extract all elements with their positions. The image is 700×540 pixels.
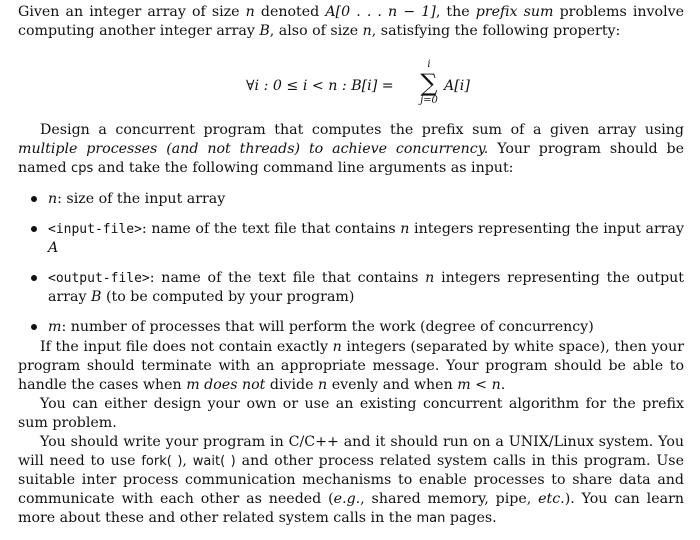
intro-text: Given an integer array of size <box>18 4 246 20</box>
summation <box>416 59 442 106</box>
list-item <box>18 190 684 209</box>
paragraph-text: You should write your program in C/C++ and it should run on a UNIX/Linux system. You will need to use <box>18 434 684 469</box>
math-n: n <box>245 4 255 20</box>
emphasis-does-not: does not <box>199 377 266 393</box>
emphasis-eg: e.g. <box>333 491 361 507</box>
design-text: Your program should be named <box>18 141 684 176</box>
math-a: A <box>48 240 59 256</box>
math-n: n <box>332 339 342 355</box>
arg-output-file: <output-file> <box>48 271 150 286</box>
bullet-icon <box>31 196 37 202</box>
bullet-icon <box>31 324 37 330</box>
paragraph-text: ). You can learn more about these and other related system calls in the <box>18 491 684 526</box>
math-n: n <box>400 221 410 237</box>
program-name: cps <box>71 161 94 176</box>
paragraph-text: You can either design your own or use an existing concurrent algorithm for the prefix sum problem. <box>18 396 684 431</box>
paragraph-text: , shared memory, pipe, <box>360 491 539 507</box>
arg-description: : name of the text file that contains <box>141 221 401 237</box>
math-m-less-than-n: m < n <box>457 377 501 393</box>
math-array-a: A[0 . . . n − 1] <box>325 4 436 20</box>
syscall-fork: fork( ) <box>141 454 183 469</box>
intro-text: problems involve computing another integer array <box>18 4 685 39</box>
sigma-symbol: ∑ <box>420 69 438 97</box>
list-item <box>18 220 684 258</box>
emphasis-prefix-sum: prefix sum <box>475 4 554 20</box>
arg-input-file: <input-file> <box>48 222 142 237</box>
input-validation-paragraph <box>18 338 684 395</box>
math-n: n <box>362 23 372 39</box>
arg-description: : name of the text file that contains <box>149 270 426 286</box>
paragraph-text: divide <box>265 377 319 393</box>
formula-right-side: A[i] <box>444 78 470 94</box>
intro-text: denoted <box>254 4 326 20</box>
arg-description: integers representing the input array <box>409 221 684 237</box>
paragraph-text: integers (separated by white space), then your program should terminate with an appropriate message. Your program should be able to handle the cases when <box>18 339 684 393</box>
design-text: and take the following command line arguments as input: <box>93 160 514 176</box>
design-paragraph <box>18 121 684 178</box>
intro-text: , also of size <box>269 23 363 39</box>
design-text: Design a concurrent program that computes the prefix sum of a given array using <box>40 122 684 138</box>
paragraph-text: , <box>182 453 193 469</box>
emphasis-etc: etc. <box>538 491 565 507</box>
formula-left-side: ∀i : 0 ≤ i < n : B[i] = <box>246 78 394 94</box>
paragraph-text: and other process related system calls in this program. Use suitable inter process communication mechanisms to enable processes to share data and communicate with each other as needed ( <box>18 453 684 507</box>
paragraph-text: If the input file does not contain exactly <box>40 339 333 355</box>
bullet-icon <box>31 275 37 281</box>
arg-n: n <box>48 191 58 207</box>
math-m: m <box>186 377 200 393</box>
math-b: B <box>259 23 270 39</box>
bullet-icon <box>31 226 37 232</box>
summation-upper-limit: i <box>427 59 431 70</box>
arg-m: m <box>48 319 62 335</box>
argument-list <box>18 190 684 348</box>
implementation-paragraph <box>18 433 684 528</box>
syscall-wait: wait( ) <box>192 454 236 469</box>
prefix-sum-formula <box>18 58 684 108</box>
list-item <box>18 269 684 307</box>
math-n: n <box>425 270 435 286</box>
paragraph-text: pages. <box>445 510 497 526</box>
summation-lower-limit: j=0 <box>420 95 438 106</box>
math-b: B <box>91 289 102 305</box>
arg-description: integers representing the output array <box>48 270 684 305</box>
arg-description: : number of processes that will perform the work (degree of concurrency) <box>61 319 594 335</box>
intro-text: , satisfying the following property: <box>371 23 621 39</box>
algorithm-paragraph <box>18 395 684 433</box>
paragraph-text: evenly and when <box>327 377 458 393</box>
paragraph-text: . <box>500 377 506 393</box>
arg-description: (to be computed by your program) <box>101 289 355 305</box>
arg-description: : size of the input array <box>57 191 226 207</box>
intro-text: , the <box>435 4 476 20</box>
intro-paragraph <box>18 3 684 41</box>
list-item <box>18 318 684 337</box>
math-n: n <box>318 377 328 393</box>
emphasis-multiple-processes: multiple processes (and not threads) to achieve concurrency. <box>18 141 489 157</box>
man-command: man <box>416 511 446 526</box>
